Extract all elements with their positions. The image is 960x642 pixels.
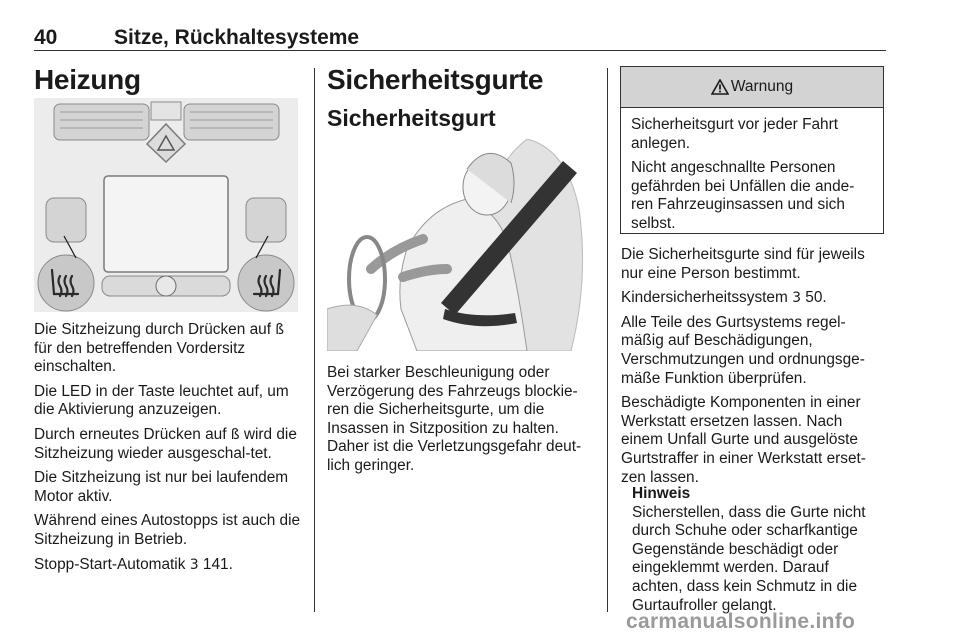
seatbelt-notes	[621, 246, 887, 493]
paragraph: Die Sicherheitsgurte sind für jeweils nur eine Person bestimmt.	[621, 246, 865, 282]
chapter-title: Sitze, Rückhaltesysteme	[114, 26, 360, 49]
page-number: 40	[34, 26, 58, 49]
paragraph: Alle Teile des Gurtsystems regel-mäßig auf Beschädigungen, Verschmutzungen und ordnungsge-mäße Funktion überprüfen.	[621, 313, 865, 387]
seatbelt-figure	[327, 139, 593, 351]
paragraph: Stopp-Start-Automatik 3 141.	[34, 555, 233, 573]
warning-header	[621, 67, 883, 108]
paragraph: Kindersicherheitssystem 3 50.	[621, 289, 827, 307]
seat-heating-icon: ß	[230, 426, 240, 443]
paragraph: Die Sitzheizung durch Drücken auf ß für den betreffenden Vordersitz einschalten.	[34, 321, 285, 376]
page-reference-arrow-icon: 3	[189, 556, 199, 573]
warning-box	[620, 66, 884, 234]
warning-body	[621, 108, 883, 234]
column-divider	[314, 68, 315, 612]
seatbelt-text	[327, 364, 595, 482]
paragraph: Beschädigte Komponenten in einer Werkstatt ersetzen lassen. Nach einem Unfall Gurte und ausgelöste Gurtstraffer in einer Werkstatt erset-zen lassen.	[621, 394, 866, 486]
seat-heating-icon: ß	[275, 322, 285, 338]
hint-text: Sicherstellen, dass die Gurte nicht durch Schuhe oder scharfkantige Gegenstände beschädigt oder eingeklemmt werden. Darauf achten, dass kein Schmutz in die Gurtaufroller gelangt.	[632, 503, 866, 614]
watermark: carmanualsonline.info	[626, 610, 856, 633]
dashboard-seat-heating-figure	[34, 98, 298, 312]
subheading-sicherheitsgurt: Sicherheitsgurt	[327, 105, 496, 131]
paragraph: Sicherheitsgurt vor jeder Fahrt anlegen.	[631, 116, 839, 152]
paragraph: Die Sitzheizung ist nur bei laufendem Motor aktiv.	[34, 469, 289, 505]
paragraph: Bei starker Beschleunigung oder Verzögerung des Fahrzeugs blockie-ren die Sicherheitsgurte, um die Insassen in Sitzposition zu halten. Daher ist die Verletzungsgefahr deut-lich geringer.	[327, 364, 582, 474]
column-divider	[607, 68, 608, 612]
warning-title: Warnung	[730, 78, 794, 95]
heating-text	[34, 321, 302, 580]
warning-triangle-icon	[711, 79, 729, 95]
page-reference-arrow-icon: 3	[792, 290, 801, 307]
paragraph: Während eines Autostopps ist auch die Sitzheizung in Betrieb.	[34, 512, 301, 548]
hint-box	[632, 485, 882, 621]
heading-sicherheitsgurte: Sicherheitsgurte	[327, 64, 544, 95]
hint-title: Hinweis	[632, 485, 691, 502]
paragraph: Die LED in der Taste leuchtet auf, um die Aktivierung anzuzeigen.	[34, 382, 289, 419]
paragraph: Nicht angeschnallte Personen gefährden bei Unfällen die ande-ren Fahrzeuginsassen und sich selbst.	[631, 159, 855, 232]
header-rule	[34, 50, 886, 51]
paragraph: Durch erneutes Drücken auf ß wird die Sitzheizung wieder ausgeschal-tet.	[34, 425, 297, 462]
heading-heizung: Heizung	[34, 64, 141, 95]
